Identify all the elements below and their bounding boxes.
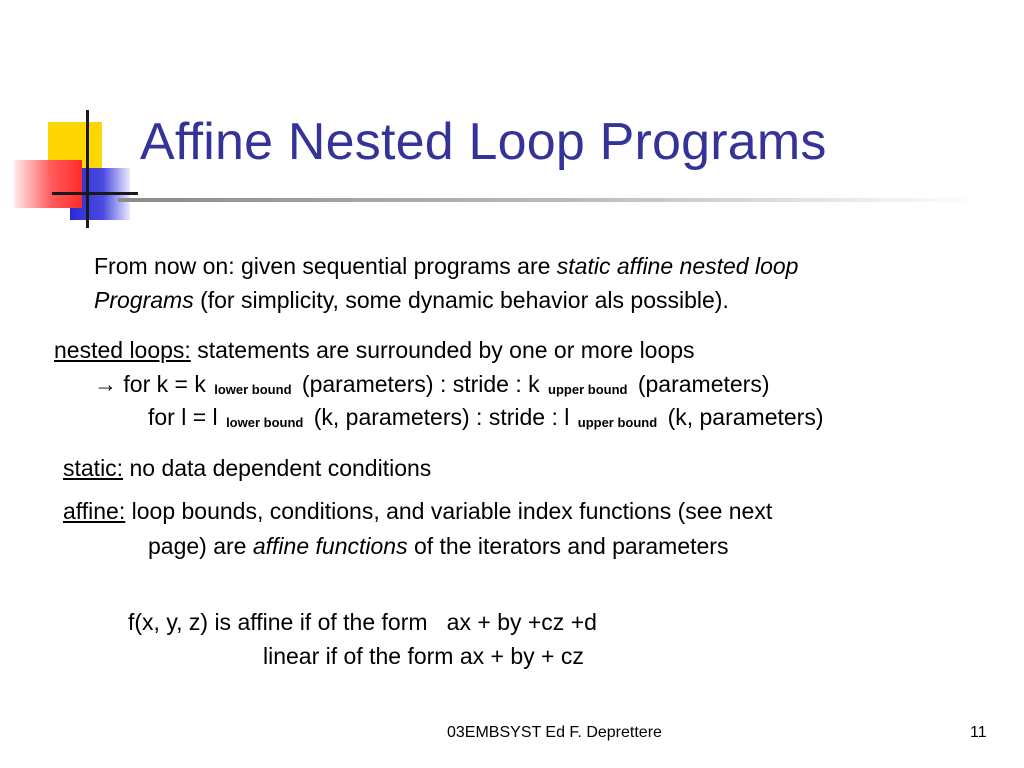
formula-linear: linear if of the form ax + by + cz xyxy=(263,643,584,669)
formula-affine: f(x, y, z) is affine if of the form ax + by +cz +d xyxy=(128,609,597,635)
intro-italic: static affine nested loop xyxy=(556,253,799,279)
slide-number: 11 xyxy=(970,724,987,741)
loop-l-mid: (k, parameters) : stride : l xyxy=(307,404,576,430)
intro-line-1 xyxy=(94,252,798,280)
nested-loops-term: nested loops: xyxy=(54,337,191,363)
slide-logo xyxy=(0,100,150,235)
logo-horizontal-bar xyxy=(52,192,138,195)
loop-k-lower-bound: lower bound xyxy=(214,382,292,397)
loop-line-l xyxy=(148,403,824,437)
affine-definition xyxy=(63,497,772,525)
loop-l-end: (k, parameters) xyxy=(661,404,824,430)
affine-line2-prefix: page) are xyxy=(148,533,253,559)
intro-text: From now on: given sequential programs are xyxy=(94,253,557,279)
affine-line2-rest: of the iterators and parameters xyxy=(407,533,729,559)
intro-line-2 xyxy=(94,286,729,314)
nested-loops-desc: statements are surrounded by one or more loops xyxy=(190,337,695,363)
logo-vertical-bar xyxy=(86,110,89,228)
loop-k-end: (parameters) xyxy=(631,371,770,397)
loop-l-prefix: for l = l xyxy=(148,404,225,430)
static-term: static: xyxy=(63,455,124,481)
loop-k-mid: (parameters) : stride : k xyxy=(295,371,547,397)
loop-k-upper-bound: upper bound xyxy=(548,382,628,397)
affine-desc: loop bounds, conditions, and variable index functions (see next xyxy=(125,498,773,524)
loop-line-k xyxy=(94,370,770,404)
loop-l-upper-bound: upper bound xyxy=(577,415,658,430)
affine-term: affine: xyxy=(63,498,126,524)
intro-italic-programs: Programs xyxy=(94,287,194,313)
affine-line-2 xyxy=(148,532,728,560)
logo-red-square xyxy=(14,160,82,208)
affine-functions-italic: affine functions xyxy=(252,533,408,559)
static-definition xyxy=(63,454,431,482)
nested-loops-definition xyxy=(54,336,695,364)
title-divider xyxy=(118,198,978,202)
footer-text: 03EMBSYST Ed F. Deprettere xyxy=(447,724,662,741)
loop-k-prefix: → for k = k xyxy=(94,371,213,397)
intro-rest: (for simplicity, some dynamic behavior als possible). xyxy=(193,287,729,313)
static-desc: no data dependent conditions xyxy=(123,455,432,481)
loop-l-lower-bound: lower bound xyxy=(226,415,304,430)
slide-title: Affine Nested Loop Programs xyxy=(140,113,827,171)
